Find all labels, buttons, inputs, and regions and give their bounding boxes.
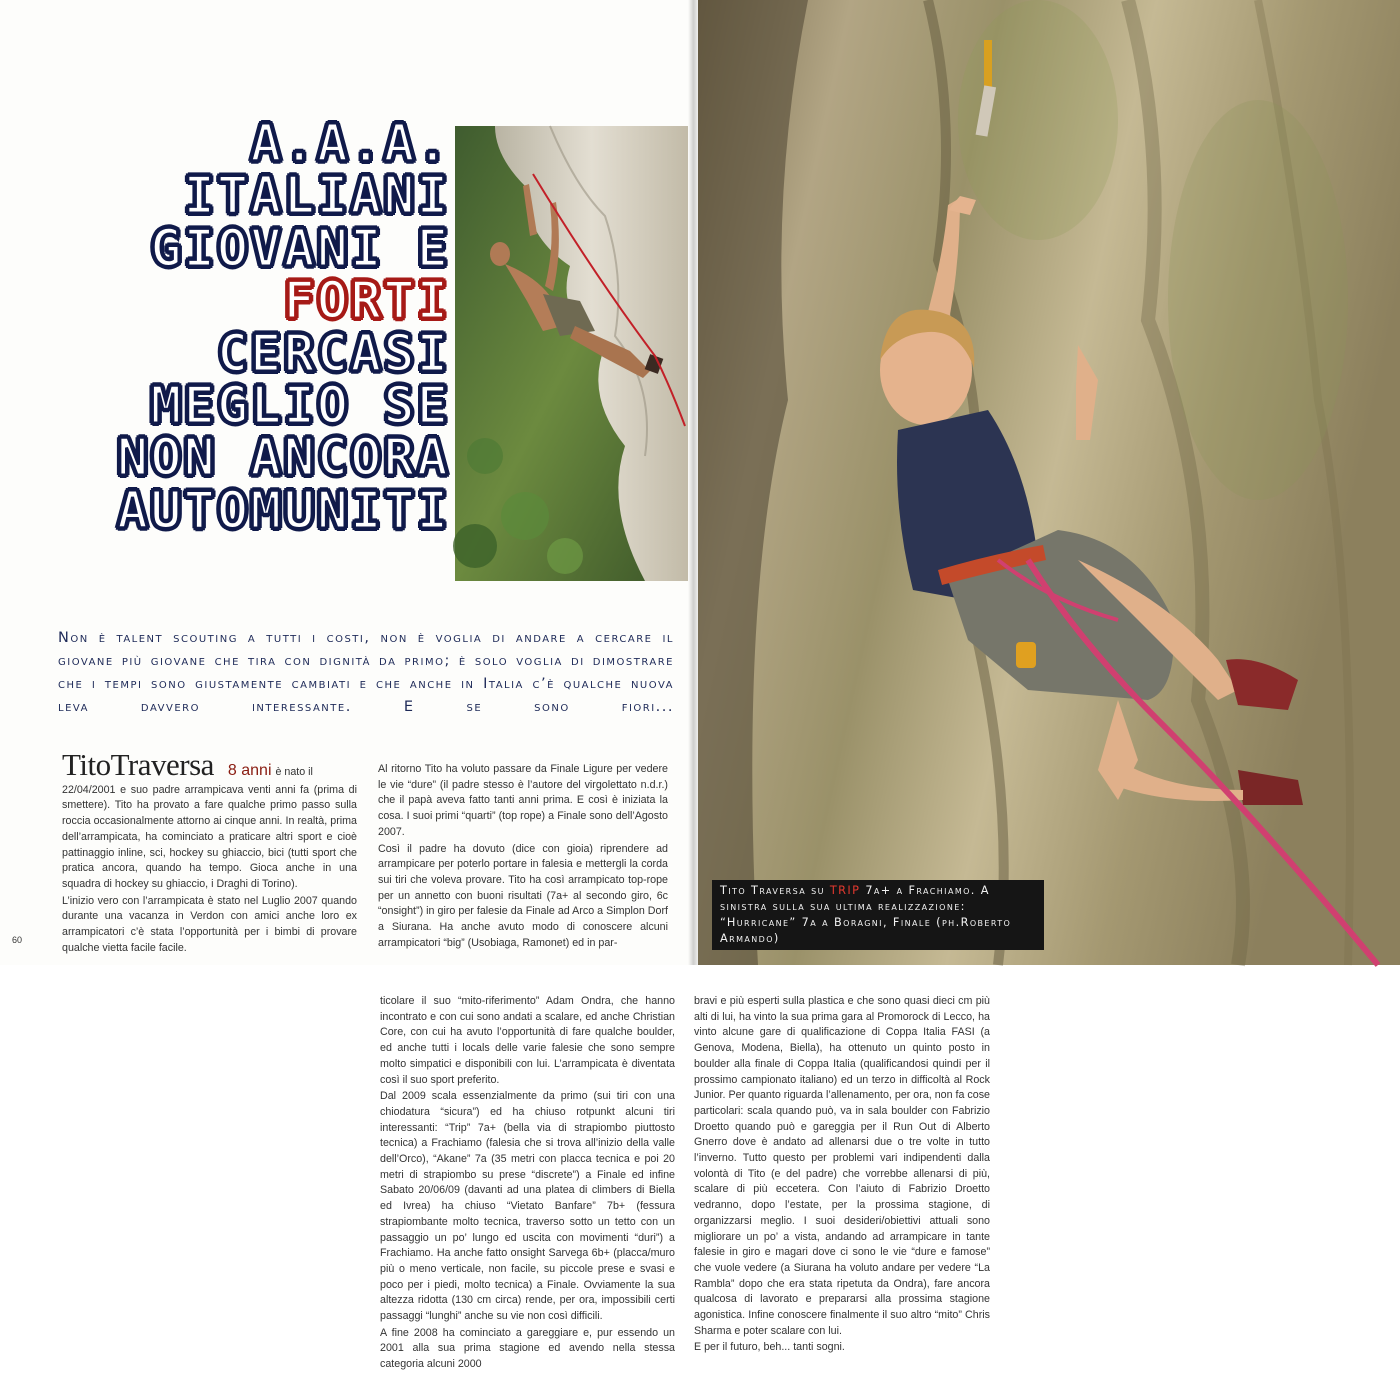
caption-route-name: TRIP [829,884,861,897]
paragraph: L’inizio vero con l’arrampicata è stato nel Luglio 2007 quando durante una vacanza in Verdon con amici anche loro ex arrampicatori c’è stata l’opportunità per i bimbi di provare qualche vietta facile facile. [62,894,357,954]
page-gutter [688,0,698,965]
climber-illustration-small [455,126,688,581]
headline [4,114,450,541]
climbing-photo-large [698,0,1400,965]
climber-illustration-large [698,0,1400,965]
caption-text-1: Tito Traversa su [720,884,830,897]
paragraph: Così il padre ha dovuto (dice con gioia) riprendere ad arrampicare per poterlo portare in falesia e mettergli la corda sui tiri che voleva provare. Tito ha così arrampicato top-rope per un annetto con buoni risultati (7a+ al secondo giro, 6c “onsight”) in giro per falesie da Finale ad Arco a Simplon Dorf a Siurana. Ha anche avuto modo di conoscere alcuni arrampicatori “big” (Usobiaga, Ramonet) ed in par- [378,842,668,949]
article-column-3 [380,994,675,1373]
headline-line: ITALIANI [183,166,450,227]
article-column-4 [694,994,990,1356]
headline-line: CERCASI [216,323,450,384]
article-first-line-rest: è nato il [275,766,313,778]
article-title-name: TitoTraversa [62,747,214,782]
paragraph: 22/04/2001 e suo padre arrampicava venti anni fa (prima di smettere). Tito ha provato a fare qualche primo passo sulla roccia occasionalmente attorno ai cinque anni. In realtà, prima dell’arrampicata, ha cominciato a praticare altri sport e cioè pattinaggio inline, sci, hockey su ghiaccio, bici (tutti sport che pratica ancora, quando ha tempo. Gioca anche in una squadra di hockey su ghiaccio, i Draghi di Torino). [62,783,357,890]
article-column-2 [378,762,668,951]
paragraph: E per il futuro, beh... tanti sogni. [694,1341,845,1354]
article-title-age: 8 anni [227,762,272,779]
headline-line: GIOVANI E [150,218,450,279]
headline-line: AUTOMUNITI [116,480,450,541]
paragraph: bravi e più esperti sulla plastica e che sono quasi dieci cm più alti di lui, ha vinto la sua prima gara al Promorock di Lecco, ha vinto alcune gare di qualificazione di Coppa Italia FASI (a Genova, Modena, Biella), ha ottenuto un quinto posto in boulder alla finale di Coppa Italia (qualificandosi quindi per il prossimo campionato italiano) ed un terzo in difficoltà al Rock Junior. Per quanto riguarda l’allenamento, per ora, non fa cose particolari: scala quando può, va in sala boulder con Fabrizio Droetto quando può e gareggia per il Run Out di Alberto Gnerro dove è andato ad allenarsi due o tre volte in tutto l’inverno. Tutto questo per problemi vari indipendenti dalla volontà di Tito (e del padre) che vorrebbe allenarsi di più, scalare di più eccetera. Con l’aiuto di Fabrizio Droetto vedranno, dopo l’estate, per la prossima stagione, di organizzarsi meglio. I suoi desideri/obiettivi attuali sono migliorare un po’ a vista, andando ad arrampicare in tante falesie in giro e magari dove ci sono le vie “dure e famose” che vuole vedere (a Siurana ha voluto andare per vedere “La Rambla” dopo che era stata ripetuta da Ondra), fare ancora qualcosa di lavorato e prepararsi alla prossima stagione agonistica. Infine conoscere finalmente il suo altro “mito” Chris Sharma e poter scalare con lui. [694,995,990,1337]
page-number: 60 [12,935,23,945]
headline-line: A.A.A. [250,114,450,174]
article-column-1 [62,747,357,956]
paragraph: Al ritorno Tito ha voluto passare da Finale Ligure per vedere le vie “dure” (il padre stesso è l’autore del virgolettato n.d.r.) che il papà aveva fatto tanti anni prima. E così è iniziata la cosa. I suoi primi “quarti” (top rope) a Finale sono dell’Agosto 2007. [378,763,668,838]
caption-text-2: 7a+ a Frachiamo. A sinistra sulla sua ultima realizzazione: “Hurricane” 7a a Boragni, Finale (ph.Roberto Armando) [720,884,1012,945]
headline-line: MEGLIO SE [150,376,450,437]
headline-line-accent: FORTI [283,271,450,332]
paragraph: ticolare il suo “mito-riferimento” Adam Ondra, che hanno incontrato e con cui sono andati a scalare, ed anche Christian Core, con cui ha avuto l’opportunità di fare qualche boulder, ed anche tutti i locals delle varie falesie che sono sempre molto simpatici e disponibili con lui. L’arrampicata è diventata così il suo sport preferito. [380,995,675,1086]
climbing-photo-small [455,126,688,581]
paragraph: Dal 2009 scala essenzialmente da primo (sui tiri con una chiodatura “sicura”) ed ha chiuso rotpunkt alcuni tiri interessanti: “Trip” 7a+ (bella via di strapiombo piuttosto tecnica) a Frachiamo (falesia che si trova all’inizio della valle dell’Orco), “Akane” 7a (35 metri con placca tecnica e poi 20 metri di strapiombo su prese “discrete”) a Finale ed infine Sabato 20/06/09 (davanti ad una platea di climbers di Biella ed Ivrea) ha chiuso “Vietato Banfare” 7b+ (fessura strapiombante molto tecnica, traverso sotto un tetto con un passaggio un po’ lungo ed uscita con movimenti “duri”) a Frachiamo. Ha anche fatto onsight Sarvega 6b+ (placca/muro più o meno verticale, non facile, su piccole prese e svasi e poco per i piedi, molto tecnica) a Finale. Ovviamente la sua altezza ridotta (130 cm circa) rende, per ora, impossibili certi passaggi “lunghi” anche su vie non così difficili. [380,1090,675,1323]
headline-line: NON ANCORA [116,428,450,489]
article-lead: Non è talent scouting a tutti i costi, non è voglia di andare a cercare il giovane più giovane che tira con dignità da primo; è solo voglia di dimostrare che i tempi sono giustamente cambiati e che anche in Italia c’è qualche nuova leva davvero interessante. E se sono fiori... [58,630,674,715]
photo-caption [712,880,1044,950]
article-title-row [62,747,357,782]
paragraph: A fine 2008 ha cominciato a gareggiare e, pur essendo un 2001 alla sua prima stagione ed avendo nella stessa categoria alcuni 2000 [380,1326,675,1371]
